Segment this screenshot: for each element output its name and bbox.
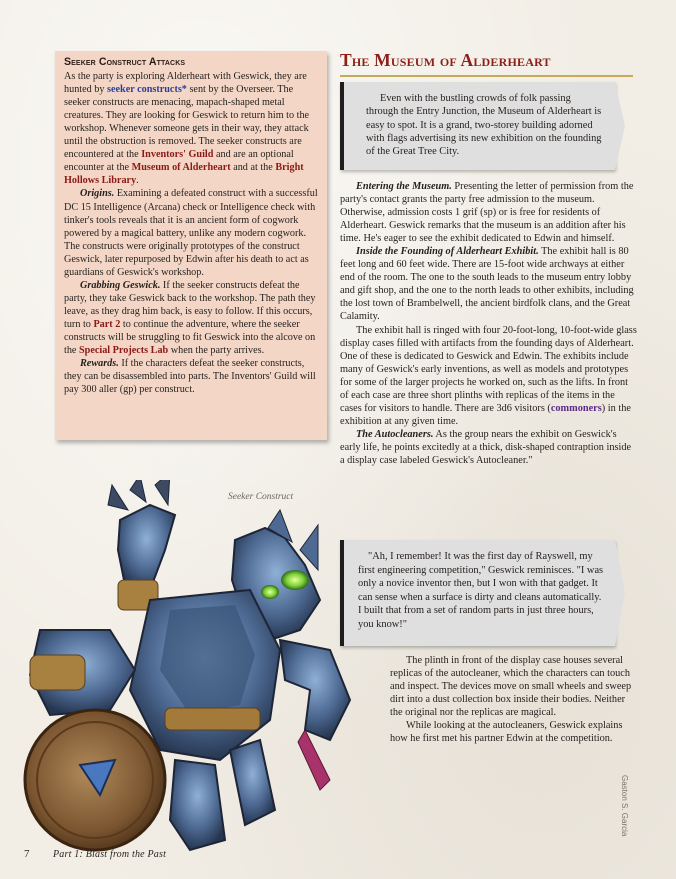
read-aloud-notch	[615, 82, 625, 170]
rewards-paragraph: Rewards. If the characters defeat the seeker constructs, they can be disassembled into parts. The Inventors' Guild will pay 300 aller (gp) per construct.	[64, 358, 316, 396]
seeker-constructs-link[interactable]: seeker constructs*	[107, 84, 187, 96]
part-2-link[interactable]: Part 2	[93, 318, 121, 330]
origins-paragraph: Origins. Examining a defeated construct with a successful DC 15 Intelligence (Arcana) check or Intelligence check with tinker's tools reveals that it is an ancient form of cogwork powered by a magical battery, unlike any modern cogwork. The constructs were originally prototypes of the construct Geswick, later repurposed by Edwin after his death to act as guardians of Geswick's workshop.	[64, 188, 318, 278]
inside-paragraph: Inside the Founding of Alderheart Exhibit. The exhibit hall is 80 feet long and 60 feet wide. There are 15-foot wide archways at either end of the room. The one to the south leads to the museum entry lobby and gift shop, and the one to the north leads to other exhibits, including the lost town of Brambelwell, the ancient birdfolk clans, and the Great Calamity.	[340, 246, 634, 323]
read-aloud-bar	[340, 82, 344, 170]
section-title: The Museum of Alderheart	[340, 50, 551, 70]
museum-link[interactable]: Museum of Alderheart	[131, 162, 231, 174]
ringed-paragraph: The exhibit hall is ringed with four 20-foot-long, 10-foot-wide glass display cases filled with artifacts from the founding days of Alderheart. One of these is dedicated to Geswick and Edwin. The exhibits include many of Geswick's early inventions, as well as models and prototypes for some of the larger projects he worked on, such as the lifts. In front of each case are three short plinths with replicas of the items in the cases for visitors to handle. There are 3d6 visitors (commoners) in the exhibition at any given time.	[340, 324, 637, 427]
commoners-link[interactable]: commoners	[550, 402, 602, 414]
read-aloud-notch-2	[615, 540, 625, 646]
inventors-guild-link[interactable]: Inventors' Guild	[141, 149, 214, 161]
sidebar-box	[55, 51, 327, 440]
library-link[interactable]: Bright Hollows Library	[64, 162, 304, 187]
sidebar-title: Seeker Construct Attacks	[64, 56, 186, 68]
read-aloud-text: Even with the bustling crowds of folk passing through the Entry Junction, the Museum of Alderheart is easy to spot. It is a grand, two-storey building adorned with flags advertising its new exhibition on the founding of the Great Tree City.	[366, 93, 602, 158]
main-body-text	[340, 180, 638, 467]
chapter-footer: Part 1: Blast from the Past	[53, 849, 167, 860]
plinth-paragraph: The plinth in front of the display case houses several replicas of the autocleaner, which the characters can touch and inspect. The devices move on small wheels and sweep dirt into a dust collection box inside their bodies. Neither the original nor the replicas are magical.	[390, 655, 632, 719]
illustration-caption: Seeker Construct	[228, 492, 294, 502]
artist-credit: Gaston S. Garcia	[620, 775, 629, 837]
grabbing-paragraph: Grabbing Geswick. If the seeker constructs defeat the party, they take Geswick back to the workshop. The path they leave, as they drag him back, is easy to follow. If this occurs, turn to Part 2 to continue the adventure, where the seeker constructs will be struggling to fit Geswick into the alcove on the Special Projects Lab when the party arrives.	[64, 279, 316, 357]
read-aloud-box-2	[340, 540, 615, 646]
sidebar-paragraph: As the party is exploring Alderheart with Geswick, they are hunted by seeker constructs* sent by the Overseer. The seeker constructs are menacing, mapach-shaped metal creatures. They are looking for Geswick to return him to the workshop. Whenever someone gets in their way, they attack until the obstruction is removed. The seeker constructs are encountered at the Inventors' Guild and are an optional encounter at the Museum of Alderheart and at the Bright Hollows Library.	[64, 71, 310, 187]
looking-paragraph: While looking at the autocleaners, Geswick explains how he first met his partner Edwin at the competition.	[390, 720, 623, 745]
title-divider	[340, 75, 633, 77]
seeker-construct-illustration	[0, 480, 360, 870]
entering-paragraph: Entering the Museum. Presenting the letter of permission from the party's contact grants the party free admission to the museum. Otherwise, admission costs 1 grif (sp) or is free for residents of Alderheart. Geswick remarks that the museum is an addition after his time. He's eager to see the exhibit dedicated to Edwin and himself.	[340, 181, 634, 245]
main-body-text-2	[390, 654, 640, 745]
page-number: 7	[24, 848, 30, 860]
special-projects-lab-link[interactable]: Special Projects Lab	[79, 345, 169, 357]
read-aloud-text-2: "Ah, I remember! It was the first day of Rayswell, my first engineering competition," Geswick reminisces. "I was only a novice inventor then, but I won with that gadget. It can sense when a surface is dirty and cleans automatically. I built that from a set of random parts in just three hours, you know!"	[358, 551, 604, 630]
autocleaners-paragraph: The Autocleaners. As the group nears the exhibit on Geswick's early life, he points excitedly at a thick, disk-shaped contraption inside a display case labeled Geswick's Autocleaner."	[340, 428, 632, 466]
read-aloud-box	[340, 82, 615, 170]
